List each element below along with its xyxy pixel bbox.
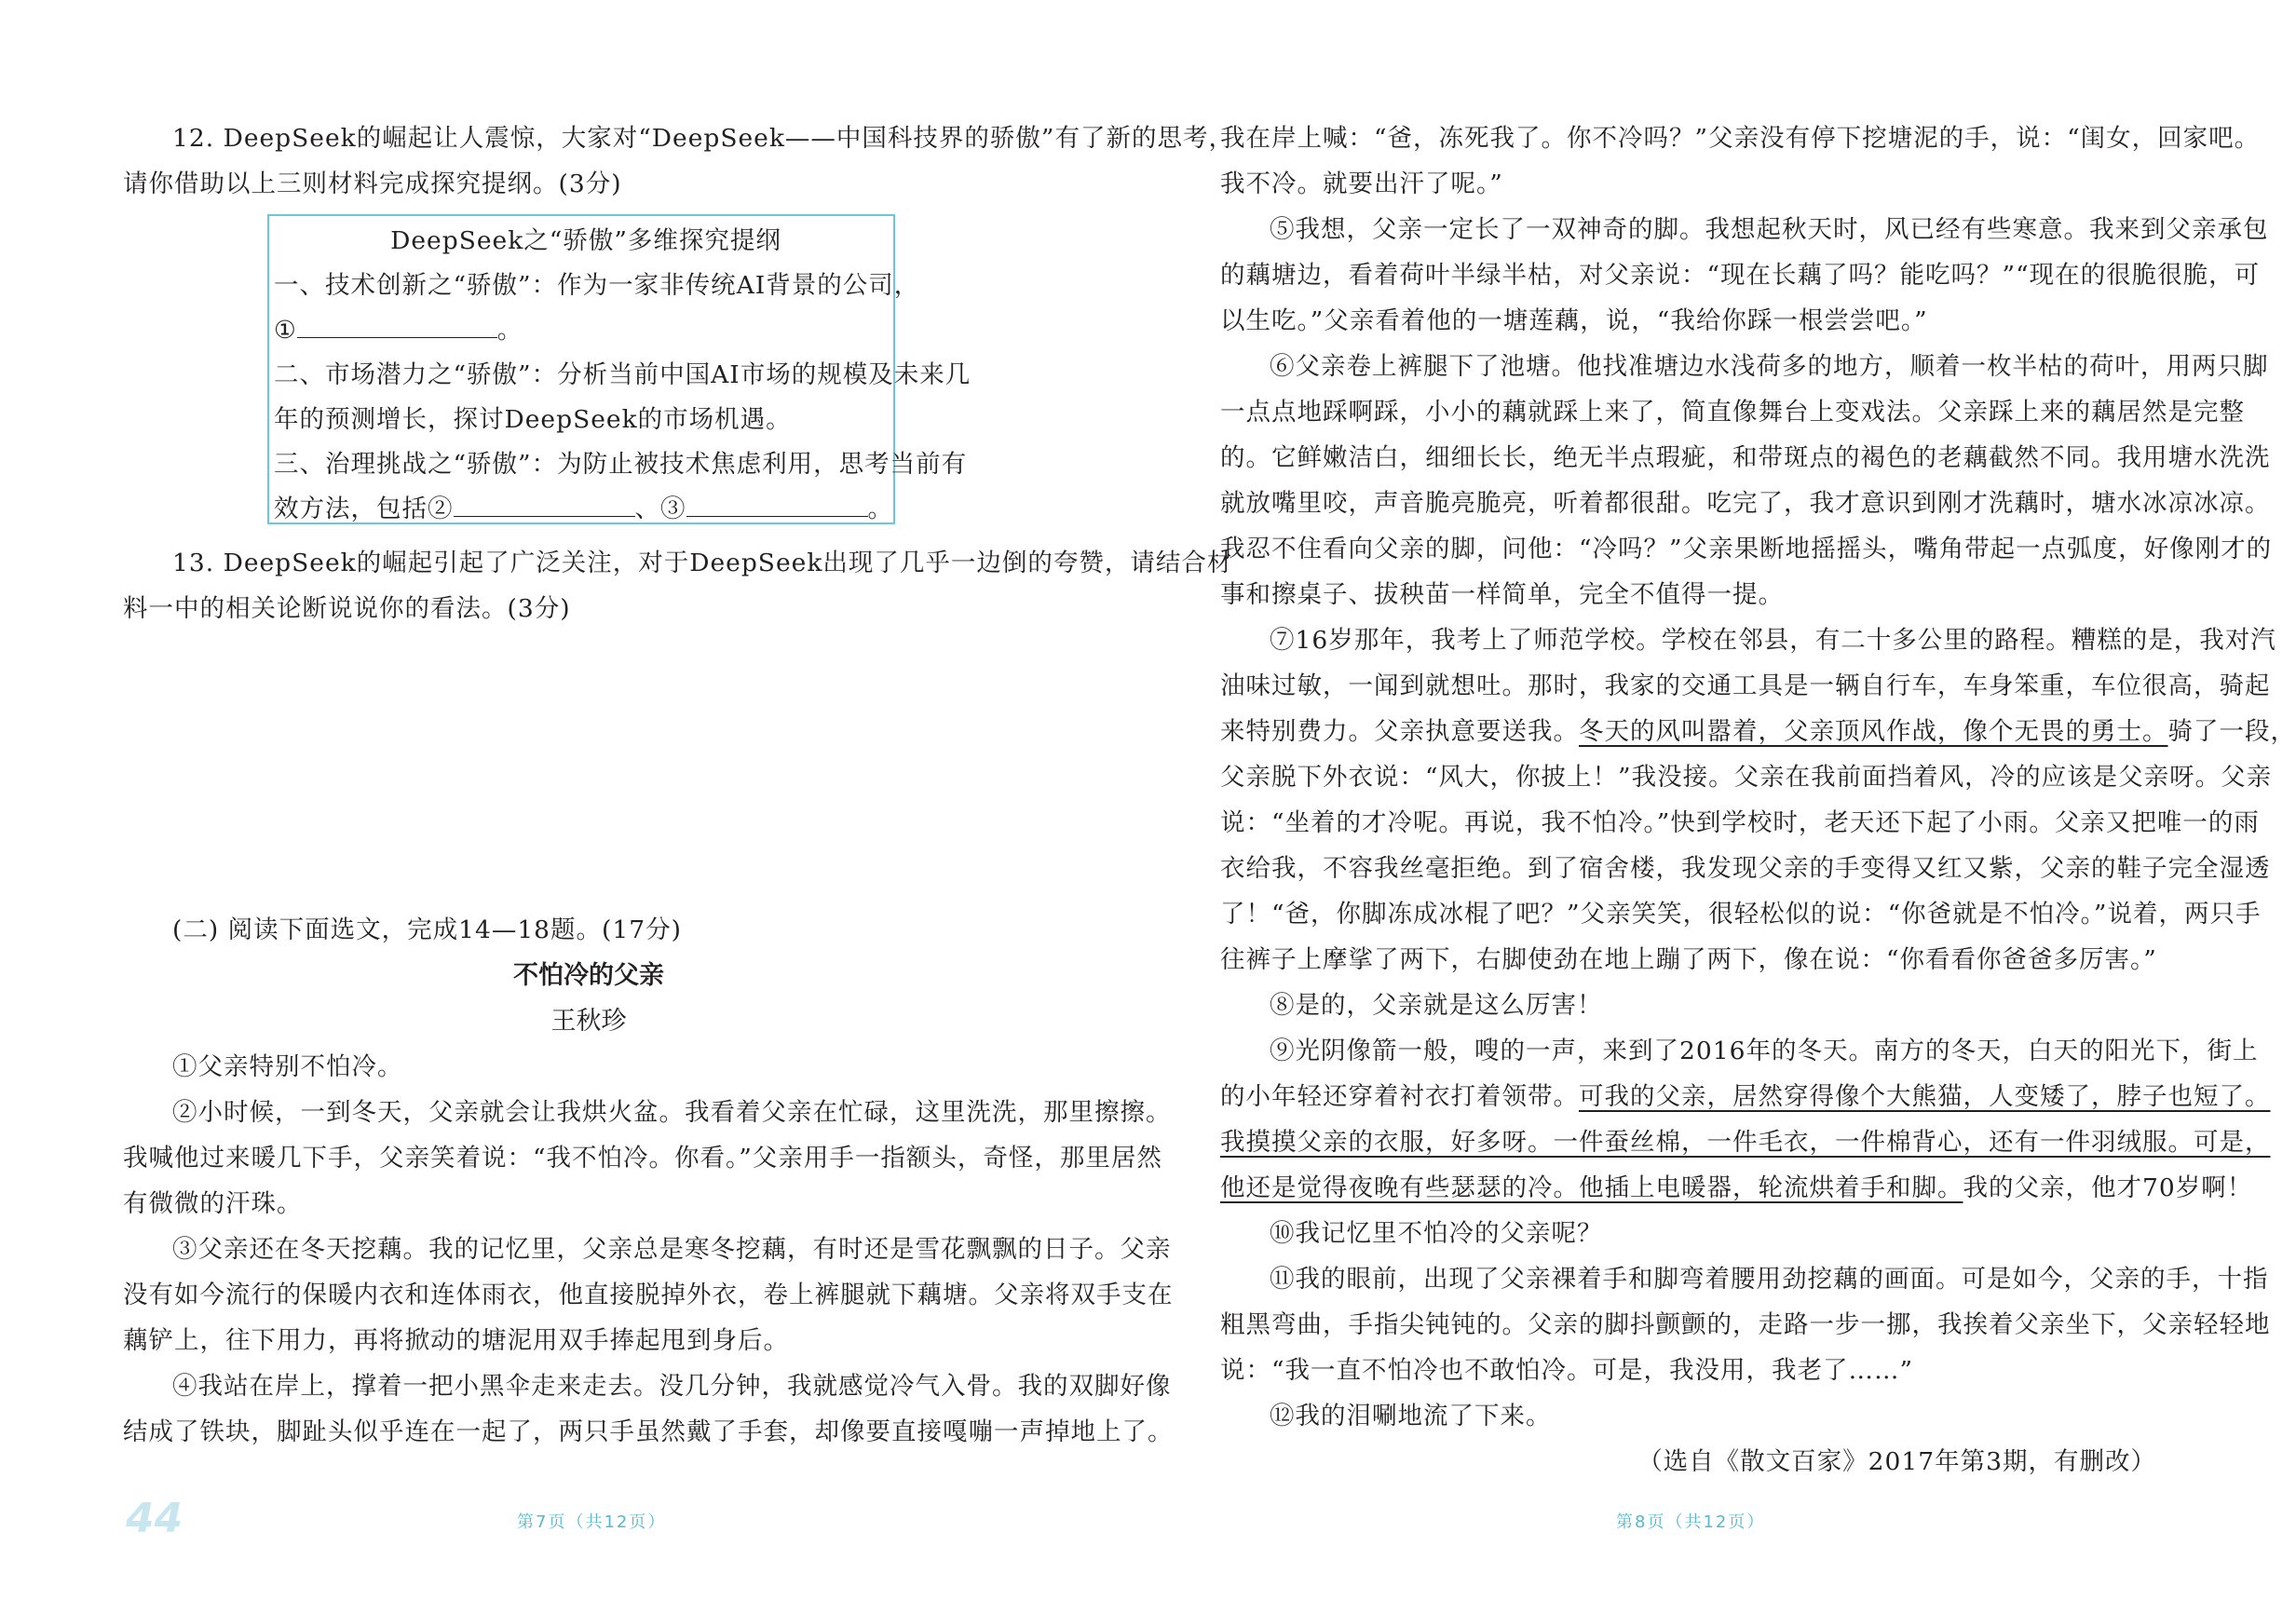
blank-2[interactable] (454, 490, 635, 517)
outline-item2-line1: 二、市场潜力之“骄傲”：分析当前中国AI市场的规模及未来几 (274, 360, 971, 389)
p7-line4: 父亲脱下外衣说：“风大，你披上！”我没接。父亲在我前面挡着风，冷的应该是父亲呀。父亲 (1220, 763, 2273, 792)
p9-underlined-2: 我摸摸父亲的衣服，好多呀。一件蚕丝棉，一件毛衣，一件棉背心，还有一件羽绒服。可是， (1220, 1128, 2271, 1157)
outline-item2-line2: 年的预测增长，探讨DeepSeek的市场机遇。 (274, 405, 792, 434)
p6-line5: 我忍不住看向父亲的脚，问他：“冷吗？”父亲果断地摇摇头，嘴角带起一点弧度，好像刚才的 (1220, 535, 2273, 563)
book-page-number: 44 (126, 1495, 183, 1542)
outline-title: DeepSeek之“骄傲”多维探究提纲 (390, 226, 781, 255)
p9-line4-end: 我的父亲，他才70岁啊！ (1963, 1173, 2253, 1202)
p9-line2 (1220, 1074, 2271, 1119)
p11-line2: 粗黑弯曲，手指尖钝钝的。父亲的脚抖颤颤的，走路一步一挪，我挨着父亲坐下，父亲轻轻地 (1220, 1310, 2271, 1339)
p9-line3 (1220, 1119, 2271, 1165)
p7-line6: 衣给我，不容我丝毫拒绝。到了宿舍楼，我发现父亲的手变得又红又紫，父亲的鞋子完全湿透 (1220, 854, 2271, 883)
p5-line1: ⑤我想，父亲一定长了一双神奇的脚。我想起秋天时，风已经有些寒意。我来到父亲承包 (1270, 215, 2269, 244)
paragraph-2-line3: 有微微的汗珠。 (123, 1189, 303, 1218)
p9-line4 (1220, 1165, 2253, 1211)
question-13-line1: 13. DeepSeek的崛起引起了广泛关注，对于DeepSeek出现了几乎一边倒的夸赞，请结合材 (172, 549, 1233, 577)
p4-cont-line2: 我不冷。就要出汗了呢。” (1220, 169, 1503, 198)
paragraph-2-line1: ②小时候，一到冬天，父亲就会让我烘火盆。我看着父亲在忙碌，这里洗洗，那里擦擦。 (172, 1098, 1172, 1127)
p11-line1: ⑪我的眼前，出现了父亲裸着手和脚弯着腰用劲挖藕的画面。可是如今，父亲的手，十指 (1270, 1265, 2269, 1294)
p12: ⑫我的泪唰地流了下来。 (1270, 1402, 1552, 1431)
blank-3-label: 、③ (634, 495, 686, 523)
paragraph-3-line2: 没有如今流行的保暖内衣和连体雨衣，他直接脱掉外衣，卷上裤腿就下藕塘。父亲将双手支在 (123, 1281, 1174, 1309)
question-13-line2: 料一中的相关论断说说你的看法。(3分) (123, 594, 571, 623)
p7-underlined-sentence: 冬天的风叫嚣着，父亲顶风作战，像个无畏的勇士。 (1579, 717, 2168, 746)
paragraph-4-line1: ④我站在岸上，撑着一把小黑伞走来走去。没几分钟，我就感觉冷气入骨。我的双脚好像 (172, 1372, 1172, 1401)
p9-line1: ⑨光阴像箭一般，嗖的一声，来到了2016年的冬天。南方的冬天，白天的阳光下，街上 (1270, 1037, 2259, 1065)
p10: ⑩我记忆里不怕冷的父亲呢？ (1270, 1219, 1603, 1248)
p11-line3: 说：“我一直不怕冷也不敢怕冷。可是，我没用，我老了……” (1220, 1356, 1914, 1385)
p6-line1: ⑥父亲卷上裤腿下了池塘。他找准塘边水浅荷多的地方，顺着一枚半枯的荷叶，用两只脚 (1270, 352, 2269, 381)
paragraph-4-line2: 结成了铁块，脚趾头似乎连在一起了，两只手虽然戴了手套，却像要直接嘎嘣一声掉地上了。 (123, 1417, 1174, 1446)
p6-line6: 事和擦桌子、拔秧苗一样简单，完全不值得一提。 (1220, 580, 1784, 609)
p7-line3 (1220, 709, 2296, 754)
blank-1-label: ① (274, 316, 297, 345)
p4-cont-line1: 我在岸上喊：“爸，冻死我了。你不冷吗？”父亲没有停下挖塘泥的手，说：“闺女，回家吧。 (1220, 124, 2261, 153)
right-page-footer: 第8页（共12页） (1616, 1512, 1766, 1532)
p7-line1: ⑦16岁那年，我考上了师范学校。学校在邻县，有二十多公里的路程。糟糕的是，我对汽 (1270, 626, 2276, 655)
paragraph-3-line1: ③父亲还在冬天挖藕。我的记忆里，父亲总是寒冬挖藕，有时还是雪花飘飘的日子。父亲 (172, 1235, 1172, 1264)
p7-line2: 油味过敏，一闻到就想吐。那时，我家的交通工具是一辆自行车，车身笨重，车位很高，骑起 (1220, 671, 2271, 700)
blank-2-label: 效方法，包括② (274, 495, 454, 523)
left-page-footer: 第7页（共12页） (517, 1512, 667, 1532)
paragraph-2-line2: 我喊他过来暖几下手，父亲笑着说：“我不怕冷。你看。”父亲用手一指额头，奇怪，那里居然 (123, 1144, 1162, 1173)
p7-line3-start: 来特别费力。父亲执意要送我。 (1220, 717, 1579, 746)
p8: ⑧是的，父亲就是这么厉害！ (1270, 991, 1603, 1020)
question-12-line1: 12. DeepSeek的崛起让人震惊，大家对“DeepSeek——中国科技界的骄傲”有了新的思考， (172, 124, 1234, 153)
outline-item1-line2 (274, 307, 523, 353)
outline-item1-line1: 一、技术创新之“骄傲”：作为一家非传统AI背景的公司， (274, 271, 920, 300)
outline-box (267, 214, 971, 524)
article-author: 王秋珍 (550, 1007, 627, 1036)
p9-underlined-3: 他还是觉得夜晚有些瑟瑟的冷。他插上电暖器，轮流烘着手和脚。 (1220, 1173, 1963, 1202)
p7-line5: 说：“坐着的才冷呢。再说，我不怕冷。”快到学校时，老天还下起了小雨。父亲又把唯一的雨 (1220, 808, 2260, 837)
p7-line7: 了！“爸，你脚冻成冰棍了吧？”父亲笑笑，很轻松似的说：“你爸就是不怕冷。”说着，两只手 (1220, 900, 2262, 929)
outline-item3-line2 (274, 486, 893, 532)
punct: 。 (496, 316, 523, 345)
p6-line4: 就放嘴里咬，声音脆亮脆亮，听着都很甜。吃完了，我才意识到刚才洗藕时，塘水冰凉冰凉。 (1220, 489, 2271, 518)
paragraph-3-line3: 藕铲上，往下用力，再将掀动的塘泥用双手捧起甩到身后。 (123, 1326, 789, 1355)
p6-line2: 一点点地踩啊踩，小小的藕就踩上来了，简直像舞台上变戏法。父亲踩上来的藕居然是完整 (1220, 398, 2245, 427)
source-citation: （选自《散文百家》2017年第3期，有删改） (1637, 1447, 2156, 1476)
outline-item3-line1: 三、治理挑战之“骄傲”：为防止被技术焦虑利用，思考当前有 (274, 450, 968, 479)
blank-1[interactable] (297, 311, 497, 338)
p6-line3: 的。它鲜嫩洁白，细细长长，绝无半点瑕疵，和带斑点的褐色的老藕截然不同。我用塘水洗洗 (1220, 443, 2271, 472)
question-12-line2: 请你借助以上三则材料完成探究提纲。(3分) (123, 169, 622, 198)
blank-3[interactable] (686, 490, 868, 517)
p5-line2: 的藕塘边，看着荷叶半绿半枯，对父亲说：“现在长藕了吗？能吃吗？”“现在的很脆很脆，可 (1220, 261, 2261, 290)
p9-line2-start: 的小年轻还穿着衬衣打着领带。 (1220, 1082, 1579, 1111)
p7-line8: 往裤子上摩挲了两下，右脚使劲在地上蹦了两下，像在说：“你看看你爸爸多厉害。” (1220, 945, 2157, 974)
p5-line3: 以生吃。”父亲看着他的一塘莲藕，说，“我给你踩一根尝尝吧。” (1220, 306, 1928, 335)
paragraph-1: ①父亲特别不怕冷。 (172, 1052, 403, 1081)
p9-underlined-1: 可我的父亲，居然穿得像个大熊猫，人变矮了，脖子也短了。 (1579, 1082, 2271, 1111)
p7-line3-end: 骑了一段， (2167, 717, 2296, 746)
article-title: 不怕冷的父亲 (513, 961, 664, 990)
punct: 。 (867, 495, 893, 523)
section-2-heading: (二) 阅读下面选文，完成14—18题。(17分) (172, 915, 682, 944)
